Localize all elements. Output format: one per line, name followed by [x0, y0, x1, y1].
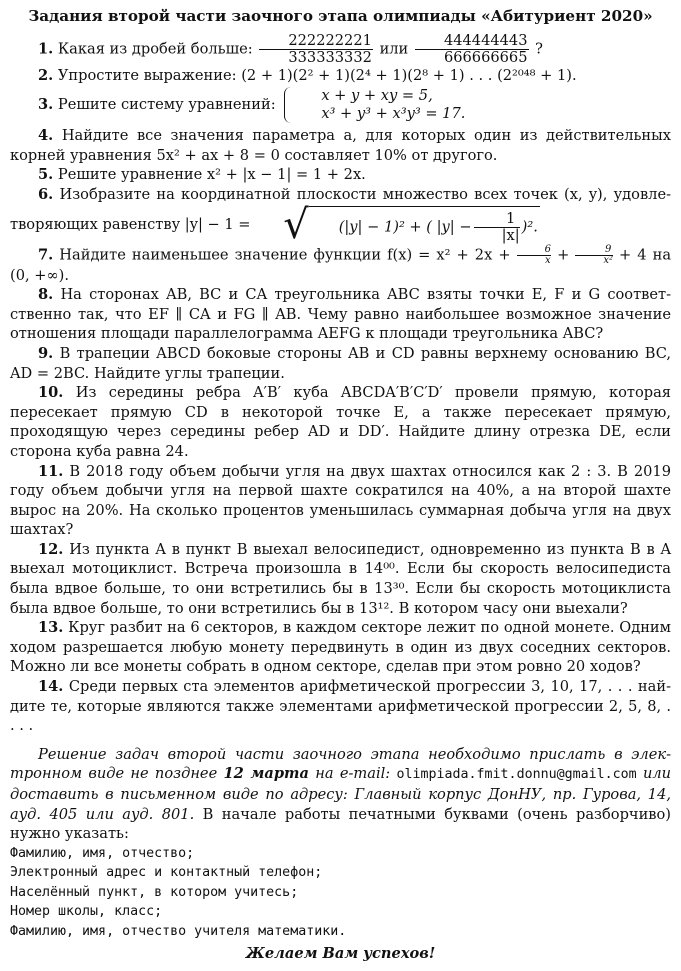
square-root: √ (|y| − 1)² + ( |y| − $\frac{1}{|x|}$ )². — [283, 201, 538, 248]
fraction-2: $\frac{444444443}{666666665}$ — [415, 33, 529, 66]
problem-2: 2. Упростите выражение: (2 + 1)(2² + 1)(2⁴ + 1)(2⁸ + 1) . . . (2²⁰⁴⁸ + 1). — [38, 66, 577, 84]
problem-5: 5. Решите уравнение x² + |x − 1| = 1 + 2x. — [38, 166, 366, 184]
fraction-1: $\frac{222222221}{333333332}$ — [259, 33, 373, 66]
submission-instructions: Решение задач второй части заочного этапа необходимо прислать в элек-тронном виде не позднее 12 марта на e-mail: olimpiada.fmit.donnu@gmail.com или доставить в письменном виде по адресу: Главный корпус ДонНУ, пр. Гурова, 14, ауд. 405 или ауд. 801. В начале работы печатными буквами (очень разборчиво) нужно указать: — [10, 745, 672, 843]
problem-3: 3. Решите систему уравнений: x + y + xy = 5, x³ + y³ + x³y³ = 17. — [38, 87, 466, 123]
problem-11: 11. В 2018 году объем добычи угля на двух шахтах относился как 2 : 3. В 2019 году объем добычи угля на первой шахте сократился на 40%, а на второй шахте вырос на 20%. На сколько процентов уменьшилась суммарная добыча угля на двух шахтах? — [10, 462, 671, 539]
requirements-list — [10, 844, 671, 942]
list-item: Фамилию, имя, отчество учителя математики. — [10, 923, 347, 939]
equation-system: x + y + xy = 5, x³ + y³ + x³y³ = 17. — [284, 87, 465, 123]
list-item: Фамилию, имя, отчество; — [10, 845, 195, 861]
problem-4: 4. Найдите все значения параметра a, для которых один из действительных корней уравнения 5x² + ax + 8 = 0 составляет 10% от другого. — [10, 127, 672, 164]
list-item: Номер школы, класс; — [10, 904, 163, 920]
problem-12: 12. Из пункта A в пункт B выехал велосипедист, одновременно из пункта B в A выехал мотоциклист. Встреча произошла в 14⁰⁰. Если бы скорость велосипедиста была вдвое больше, то они встретились бы в 13³⁰. Если бы скорость мотоциклиста была вдвое больше, то они встретились бы в 13¹². В котором часу они выехали? — [10, 540, 671, 617]
list-item: Населённый пункт, в котором учитесь; — [10, 884, 299, 900]
problem-1: 1. Какая из дробей больше: $\frac{222222221}{333333332}$ или $\frac{444444443}{666666665}$ ? — [38, 31, 543, 66]
problem-8: 8. На сторонах AB, BC и CA треугольника ABC взяты точки E, F и G соответ-ственно так, что EF ∥ CA и FG ∥ AB. Чему равно наибольшее возможное значение отношения площади параллелограмма AEFG к площади треугольника ABC? — [10, 286, 672, 343]
problem-14: 14. Среди первых ста элементов арифметической прогрессии 3, 10, 17, . . . най-дите те, которые являются также элементами арифметической прогрессии 2, 5, 8, . . . . — [10, 678, 671, 735]
problem-10: 10. Из середины ребра A′B′ куба ABCDA′B′C′D′ провели прямую, которая пересекает прямую CD в некоторой точке E, а также пересекает прямую, проходящую через середины ребер AD и DD′. Найдите длину отрезка DE, если сторона куба равна 24. — [10, 384, 672, 460]
list-item: Электронный адрес и контактный телефон; — [10, 865, 323, 881]
problem-13: 13. Круг разбит на 6 секторов, в каждом секторе лежит по одной монете. Одним ходом разрешается любую монету передвинуть в один из двух соседних секторов. Можно ли все монеты собрать в одном секторе, сделав при этом ровно 20 ходов? — [10, 619, 672, 676]
problem-6: 6. Изобразите на координатной плоскости множество всех точек (x, y), удовле-творяющих равенству |y| − 1 = √ (|y| − 1)² + ( |y| − $\frac{1}{|x|}$ )². — [10, 185, 672, 248]
email-address[interactable]: olimpiada.fmit.donnu@gmail.com — [396, 767, 637, 783]
problem-7: 7. Найдите наименьшее значение функции f(x) = x² + 2x + $\frac{6}{x}$ + $\frac{9}{\text{x²}}$ + 4 на (0, +∞). — [10, 243, 672, 284]
problem-9: 9. В трапеции ABCD боковые стороны AB и CD равны верхнему основанию BC, AD = 2BC. Найдите углы трапеции. — [10, 344, 672, 382]
closing-wish: Желаем Вам успехов! — [245, 945, 436, 963]
page-title: Задания второй части заочного этапа олимпиады «Абитуриент 2020» — [28, 7, 653, 25]
